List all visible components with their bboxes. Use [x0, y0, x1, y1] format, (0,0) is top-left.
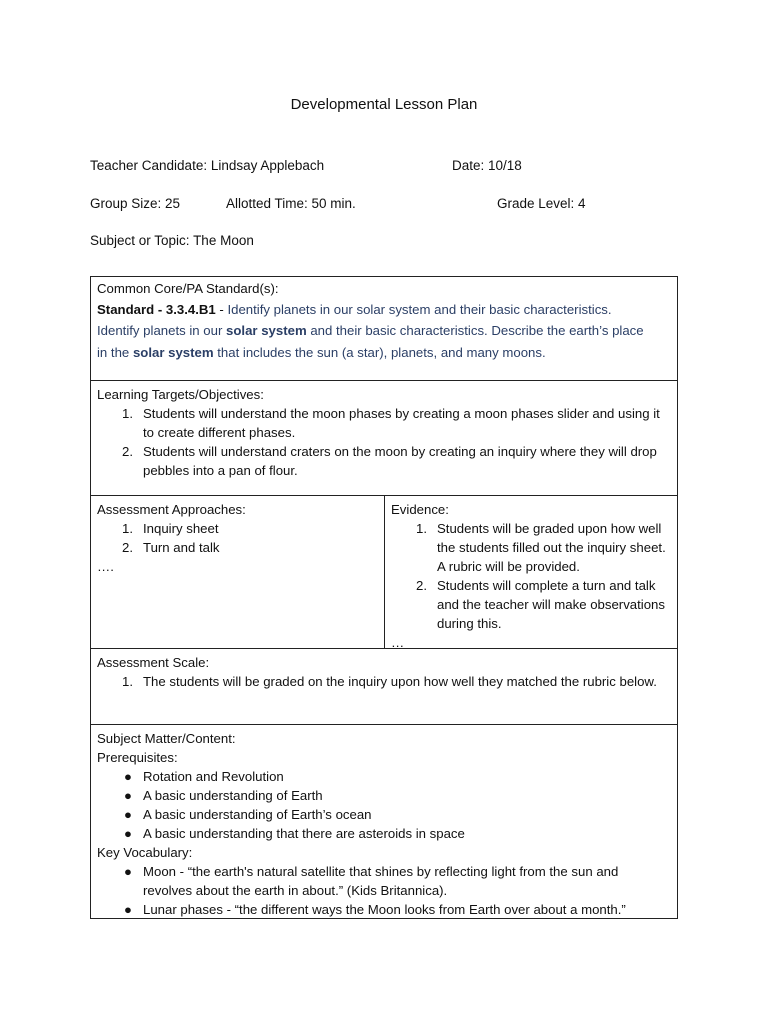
assessment-heading: Assessment Approaches:	[97, 502, 246, 517]
scale-heading: Assessment Scale:	[97, 655, 210, 670]
grade-level: Grade Level: 4	[497, 196, 586, 211]
vocabulary-heading: Key Vocabulary:	[97, 845, 193, 860]
lesson-plan-table	[90, 276, 678, 919]
list-item: 1. Students will understand the moon phases by creating a moon phases slider and using it to create different phases.	[122, 406, 660, 440]
standards-section	[91, 277, 677, 381]
list-item: 2. Students will understand craters on the moon by creating an inquiry where they will drop pebbles into a pan of flour.	[122, 444, 657, 478]
standard-code: Standard - 3.3.4.B1	[97, 302, 216, 317]
teacher-candidate: Teacher Candidate: Lindsay Applebach	[90, 158, 325, 173]
list-item: 2. Students will complete a turn and talk and the teacher will make observations during this.	[416, 578, 665, 631]
list-item: ● A basic understanding of Earth	[97, 786, 671, 805]
list-item: ● Moon - “the earth's natural satellite that shines by reflecting light from the sun and revolves about the earth in about.” (Kids Britannica).	[97, 862, 671, 900]
bullet: ●	[124, 902, 132, 917]
bullet: ●	[124, 769, 132, 784]
assessment-ellipsis: ….	[97, 559, 114, 574]
list-item: 1. Inquiry sheet	[122, 521, 219, 536]
objectives-heading: Learning Targets/Objectives:	[97, 387, 264, 402]
subject-topic: Subject or Topic: The Moon	[90, 233, 254, 248]
list-item: ● A basic understanding that there are asteroids in space	[97, 824, 671, 843]
bullet: ●	[124, 807, 132, 822]
objectives-section	[91, 381, 677, 496]
list-item: ● Rotation and Revolution	[97, 767, 671, 786]
group-size: Group Size: 25	[90, 196, 181, 211]
list-item: ● Lunar phases - “the different ways the Moon looks from Earth over about a month.”	[97, 900, 671, 919]
assessment-evidence-section	[91, 496, 677, 649]
assessment-approaches	[91, 496, 385, 648]
standard-text: Identify planets in our solar system and their basic characteristics.	[227, 302, 612, 317]
bullet: ●	[124, 788, 132, 803]
bullet: ●	[124, 864, 132, 879]
list-item: 2. Turn and talk	[122, 540, 220, 555]
subject-matter-section	[91, 725, 677, 918]
standards-heading: Common Core/PA Standard(s):	[97, 281, 279, 296]
page-title: Developmental Lesson Plan	[290, 96, 478, 113]
allotted-time: Allotted Time: 50 min.	[226, 196, 356, 211]
standard-line-1: Standard - 3.3.4.B1 - Identify planets in our solar system and their basic characteristics.	[97, 302, 612, 317]
assessment-scale-section	[91, 649, 677, 725]
list-item: 1. The students will be graded on the inquiry upon how well they matched the rubric below.	[122, 674, 657, 689]
list-item: 1. Students will be graded upon how well the students filled out the inquiry sheet. A rubric will be provided.	[416, 521, 666, 574]
prerequisites-heading: Prerequisites:	[97, 750, 178, 765]
list-item: ● A basic understanding of Earth’s ocean	[97, 805, 671, 824]
evidence	[385, 496, 677, 648]
evidence-ellipsis: …	[391, 635, 405, 650]
evidence-heading: Evidence:	[391, 502, 449, 517]
content-heading: Subject Matter/Content:	[97, 731, 236, 746]
lesson-date: Date: 10/18	[452, 158, 522, 173]
standard-line-3: in the solar system that includes the sun (a star), planets, and many moons.	[97, 345, 546, 360]
bullet: ●	[124, 826, 132, 841]
standard-line-2: Identify planets in our solar system and their basic characteristics. Describe the earth’s place	[97, 323, 644, 338]
